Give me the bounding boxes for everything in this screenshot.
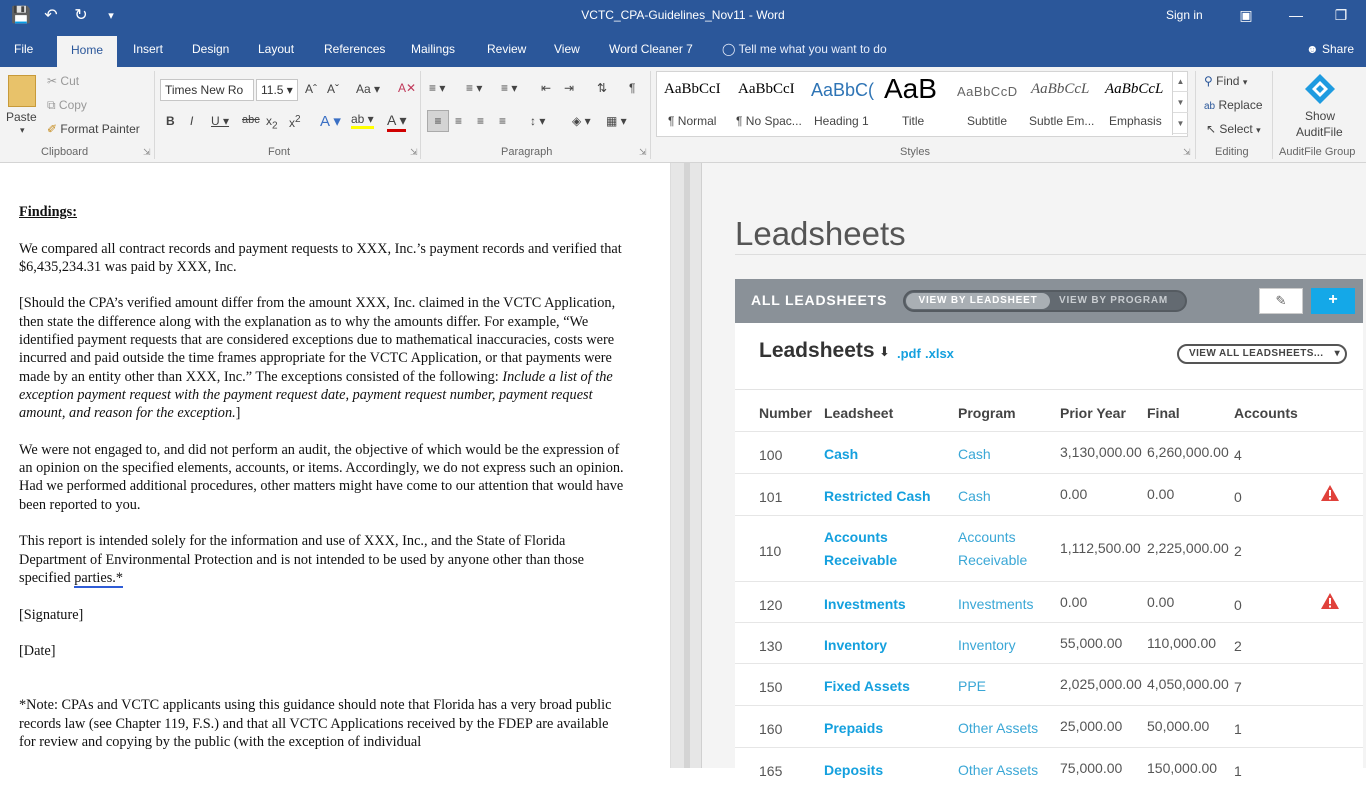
ribbon-tabs (0, 32, 1366, 67)
ribbon-display-icon[interactable]: ▣ (1239, 7, 1253, 23)
auditfile-group-label: AuditFile Group (1279, 146, 1356, 158)
row-program-link[interactable]: Other Assets (958, 762, 1039, 778)
grow-font-icon[interactable]: Aˆ (305, 82, 317, 96)
clipboard-group-label: Clipboard (41, 146, 89, 158)
cut-label: Cut (60, 74, 80, 88)
share-button[interactable] (1306, 42, 1354, 56)
paragraph-4a: This report is intended solely for the information and use of XXX, Inc., and the State of Florida Department of Environmental Protection and is not intended to be used by anyone other than those specified (19, 533, 584, 586)
row-final: 6,260,000.00 (1147, 444, 1229, 460)
superscript-icon[interactable]: $x^2$ (289, 114, 301, 130)
row-prior-year: 75,000.00 (1060, 760, 1123, 776)
style-sample-no-spacing[interactable]: AaBbCcI (738, 81, 795, 97)
row-final: 2,225,000.00 (1147, 540, 1229, 556)
row-final: 0.00 (1147, 486, 1175, 502)
paste-dropdown-icon[interactable]: ▾ (20, 125, 25, 135)
style-name-emphasis[interactable]: Emphasis (1109, 114, 1162, 128)
row-program-link[interactable]: Cash (958, 488, 991, 504)
style-name-subtle-emphasis[interactable]: Subtle Em... (1029, 114, 1095, 128)
document-pane[interactable] (0, 163, 670, 768)
save-icon[interactable]: 💾 (11, 7, 31, 24)
date-line: [Date] (19, 643, 56, 660)
row-final: 150,000.00 (1147, 760, 1218, 776)
tab-review[interactable]: Review (487, 42, 527, 56)
tab-design[interactable]: Design (192, 42, 230, 56)
view-by-program-option[interactable]: VIEW BY PROGRAM (1059, 295, 1169, 306)
warning-icon[interactable] (1321, 593, 1339, 609)
styles-up-icon[interactable]: ▲ (1173, 71, 1188, 92)
align-right-icon[interactable]: ≡ (477, 114, 485, 128)
view-toggle[interactable] (903, 290, 1187, 312)
row-accounts: 0 (1234, 597, 1242, 613)
auditfile-logo-icon[interactable] (1303, 72, 1337, 106)
style-name-subtitle[interactable]: Subtitle (967, 114, 1008, 128)
row-leadsheet-link[interactable]: Fixed Assets (824, 678, 910, 694)
select-button[interactable]: ↖ Select ▾ (1206, 122, 1261, 136)
table-row[interactable] (735, 581, 1363, 622)
row-number: 110 (759, 543, 782, 559)
style-name-no-spacing[interactable]: ¶ No Spac... (736, 114, 802, 128)
row-prior-year: 2,025,000.00 (1060, 676, 1142, 692)
font-size-value: 11.5 (261, 83, 284, 97)
font-color-icon[interactable]: A ▾ (387, 112, 406, 132)
change-case-icon[interactable]: Aa ▾ (356, 82, 381, 96)
findings-heading: Findings: (19, 204, 78, 220)
find-button[interactable]: ⚲ Find ▾ (1204, 74, 1248, 88)
replace-button[interactable] (1204, 98, 1263, 112)
highlight-icon[interactable]: ab ▾ (351, 112, 374, 129)
row-leadsheet-link[interactable]: Accounts Receivable (824, 529, 898, 568)
bullets-icon[interactable]: ≡ ▾ (429, 81, 446, 95)
show-label[interactable]: Show (1305, 109, 1336, 123)
row-prior-year: 0.00 (1060, 594, 1088, 610)
note-paragraph: *Note: CPAs and VCTC applicants using this guidance should note that Florida has a very broad public records law (see Chapter 119, F.S.) and that all VCTC Applications received by the FDEP are available for review and copying by the public (with the exception of individual (19, 697, 612, 751)
increase-indent-icon[interactable]: ⇥ (564, 81, 575, 95)
leadsheets-toolbar (735, 279, 1363, 323)
plus-icon: + (1328, 291, 1338, 308)
col-accounts: Accounts (1234, 405, 1298, 421)
undo-icon[interactable]: ↶ (44, 7, 58, 24)
bold-icon[interactable]: B (166, 114, 175, 128)
style-sample-title[interactable]: AaB (884, 73, 937, 104)
tab-word-cleaner[interactable]: Word Cleaner 7 (609, 42, 693, 56)
leadsheets-panel (702, 163, 1366, 779)
styles-down-icon[interactable]: ▼ (1173, 92, 1188, 113)
xlsx-link[interactable]: .xlsx (925, 346, 954, 361)
tab-mailings[interactable]: Mailings (411, 42, 456, 56)
paste-icon[interactable] (8, 75, 36, 107)
font-name-value: Times New Ro (165, 83, 244, 97)
paragraph-4-flagged: parties.* (74, 569, 124, 586)
row-leadsheet-link[interactable]: Investments (824, 596, 906, 612)
row-final: 110,000.00 (1147, 635, 1217, 651)
strikethrough-icon[interactable]: abc (242, 114, 260, 126)
tab-file[interactable]: File (14, 42, 34, 56)
view-all-label: VIEW ALL LEADSHEETS... (1189, 348, 1324, 359)
paragraph-1: We compared all contract records and payment requests to XXX, Inc.’s payment records and verified that $6,435,234.31 was paid by XXX, Inc. (19, 240, 622, 275)
share-label: Share (1321, 42, 1355, 56)
table-row[interactable] (735, 473, 1363, 515)
font-group-label: Font (268, 146, 291, 158)
row-accounts: 2 (1234, 638, 1242, 654)
table-row[interactable] (735, 663, 1363, 705)
paragraph-2 (19, 294, 624, 422)
person-icon: ☻ (1306, 42, 1319, 56)
document-page[interactable] (19, 203, 624, 770)
chevron-down-icon: ▾ (1334, 348, 1340, 359)
row-accounts: 0 (1234, 489, 1242, 505)
lightbulb-icon: ◯ (722, 42, 736, 56)
redo-icon[interactable]: ↻ (74, 7, 88, 24)
tab-insert[interactable]: Insert (133, 42, 164, 56)
sort-icon[interactable]: ⇅ (597, 81, 608, 95)
cut-button[interactable] (47, 74, 79, 88)
table-row[interactable] (735, 747, 1363, 789)
table-row[interactable] (735, 705, 1363, 747)
replace-icon: ab (1204, 101, 1216, 112)
style-name-title[interactable]: Title (902, 114, 925, 128)
customize-qat-icon[interactable]: ▾ (108, 10, 114, 22)
find-icon: ⚲ (1204, 74, 1213, 88)
row-leadsheet-link[interactable]: Restricted Cash (824, 488, 931, 504)
scissors-icon: ✂ (47, 74, 58, 88)
shrink-font-icon[interactable]: Aˇ (327, 82, 339, 96)
row-prior-year: 1,112,500.00 (1060, 540, 1141, 556)
row-prior-year: 55,000.00 (1060, 635, 1123, 651)
col-program: Program (958, 405, 1016, 421)
signature-line: [Signature] (19, 606, 84, 623)
minimize-button[interactable]: — (1289, 7, 1303, 23)
pdf-link[interactable]: .pdf (897, 346, 921, 361)
underline-icon[interactable]: U ▾ (211, 114, 230, 128)
replace-label: Replace (1218, 98, 1263, 112)
copy-button[interactable] (47, 98, 87, 113)
edit-button[interactable] (1259, 288, 1303, 314)
align-center-icon[interactable]: ≡ (455, 114, 463, 128)
styles-group-label: Styles (900, 146, 930, 158)
row-program-link[interactable]: PPE (958, 678, 987, 694)
brush-icon: ✐ (47, 122, 58, 136)
row-number: 101 (759, 489, 783, 505)
add-button[interactable] (1311, 288, 1355, 314)
row-final: 0.00 (1147, 594, 1175, 610)
panel-title: Leadsheets (735, 215, 906, 252)
format-painter-button[interactable] (47, 122, 140, 136)
paragraph-3: We were not engaged to, and did not perform an audit, the objective of which would be the expression of an opinion on the specified elements, accounts, or items. Accordingly, we do not express such an opinion. Had we performed additional procedures, other matters might have come to our attention that would have been reported to you. (19, 441, 624, 513)
auditfile-label[interactable]: AuditFile (1296, 125, 1343, 139)
warning-icon[interactable] (1321, 485, 1339, 501)
card-title: Leadsheets (759, 339, 875, 362)
row-leadsheet-link[interactable]: Cash (824, 446, 859, 462)
row-prior-year: 0.00 (1060, 486, 1088, 502)
paragraph-4 (19, 532, 624, 587)
select-label: Select (1219, 122, 1253, 136)
paragraph-group-label: Paragraph (501, 146, 553, 158)
shading-icon[interactable]: ◈ ▾ (572, 114, 591, 128)
font-size-box[interactable]: 11.5 ▾ (256, 79, 298, 101)
row-accounts: 4 (1234, 447, 1242, 463)
paste-button[interactable]: Paste (6, 110, 37, 124)
styles-gallery-scroll[interactable] (1172, 71, 1188, 135)
font-name-box[interactable] (160, 79, 254, 101)
paragraph-launcher-icon[interactable]: ⇲ (639, 147, 647, 157)
row-accounts: 1 (1234, 721, 1242, 737)
ribbon (0, 67, 1366, 163)
row-program-link[interactable]: Cash (958, 446, 991, 462)
paragraph-2-italic: Include a list of the exception payment request with the payment request date, payment request number, payment request amount, and reason for the exception. (19, 368, 613, 422)
tell-me-text: Tell me what you want to do (738, 42, 887, 56)
row-leadsheet-link[interactable]: Deposits (824, 762, 884, 778)
tab-references[interactable]: References (324, 42, 386, 56)
row-final: 50,000.00 (1147, 718, 1210, 734)
row-accounts: 7 (1234, 679, 1242, 695)
sign-in-link[interactable]: Sign in (1166, 8, 1203, 22)
pane-splitter[interactable] (670, 163, 702, 768)
italic-icon[interactable]: I (190, 114, 194, 128)
row-prior-year: 3,130,000.00 (1060, 444, 1142, 460)
title-bar (0, 0, 1366, 32)
view-all-dropdown[interactable] (1177, 344, 1347, 364)
copy-icon: ⧉ (47, 98, 56, 112)
row-number: 150 (759, 679, 783, 695)
pencil-icon: ✎ (1275, 293, 1287, 308)
decrease-indent-icon[interactable]: ⇤ (541, 81, 552, 95)
tab-layout[interactable]: Layout (258, 42, 295, 56)
paragraph-2a: [Should the CPA’s verified amount differ from the amount XXX, Inc. claimed in the VCTC Application, then state the difference along with the explanation as to why the amounts differ. For example, “We identified payment requests that are considered exceptions due to mathematical inaccuracies, costs were incurred and paid outside the time frames appropriate for the VCTC Application, or that payments were made by an entity other than XXX, Inc.” The exceptions consisted of the following: (19, 295, 616, 385)
row-accounts: 1 (1234, 763, 1242, 779)
col-leadsheet: Leadsheet (824, 405, 894, 421)
row-program-link[interactable]: Investments (958, 596, 1034, 612)
style-sample-normal[interactable]: AaBbCcI (664, 81, 721, 97)
style-sample-heading1[interactable]: AaBbC( (811, 80, 875, 100)
window-title: VCTC_CPA-Guidelines_Nov11 - Word (581, 8, 785, 22)
copy-label: Copy (58, 98, 87, 112)
row-accounts: 2 (1234, 543, 1242, 559)
align-left-icon[interactable]: ≡ (427, 110, 449, 132)
numbering-icon[interactable]: ≡ ▾ (466, 81, 483, 95)
row-number: 165 (759, 763, 783, 779)
style-name-normal[interactable]: ¶ Normal (668, 114, 717, 128)
col-final: Final (1147, 405, 1180, 421)
font-launcher-icon[interactable]: ⇲ (410, 147, 418, 157)
all-leadsheets-label: ALL LEADSHEETS (751, 292, 888, 308)
style-name-heading1[interactable]: Heading 1 (814, 114, 869, 128)
style-sample-subtle-emphasis[interactable]: AaBbCcL (1031, 81, 1090, 97)
justify-icon[interactable]: ≡ (499, 114, 507, 128)
row-leadsheet-link[interactable]: Prepaids (824, 720, 884, 736)
row-number: 120 (759, 597, 783, 613)
tab-home[interactable]: Home (57, 36, 117, 67)
tell-me-search[interactable] (722, 42, 887, 56)
clear-formatting-icon[interactable]: A✕ (398, 81, 417, 95)
row-program-link[interactable]: Other Assets (958, 720, 1039, 736)
paragraph-2c: ] (235, 405, 241, 422)
row-program-link[interactable]: Accounts Receivable (958, 529, 1028, 568)
row-prior-year: 25,000.00 (1060, 718, 1123, 734)
row-program-link[interactable]: Inventory (958, 637, 1016, 653)
cursor-icon: ↖ (1206, 122, 1217, 136)
table-row[interactable] (735, 622, 1363, 663)
row-leadsheet-link[interactable]: Inventory (824, 637, 888, 653)
table-row[interactable] (735, 515, 1363, 581)
col-number: Number (759, 405, 812, 421)
borders-icon[interactable]: ▦ ▾ (606, 114, 627, 128)
table-row[interactable] (735, 431, 1363, 473)
styles-launcher-icon[interactable]: ⇲ (1183, 147, 1191, 157)
restore-button[interactable]: ❐ (1334, 7, 1348, 23)
tab-view[interactable]: View (554, 42, 580, 56)
format-painter-label: Format Painter (60, 122, 140, 136)
row-number: 130 (759, 638, 783, 654)
editing-group-label: Editing (1215, 146, 1249, 158)
row-number: 100 (759, 447, 783, 463)
multilevel-list-icon[interactable]: ≡ ▾ (501, 81, 518, 95)
line-spacing-icon[interactable]: ↕ ▾ (530, 114, 546, 128)
find-label: Find (1216, 74, 1240, 88)
download-icon[interactable]: ⬇ (879, 344, 890, 359)
view-by-leadsheet-option[interactable]: VIEW BY LEADSHEET (906, 293, 1050, 309)
clipboard-launcher-icon[interactable]: ⇲ (143, 147, 151, 157)
row-final: 4,050,000.00 (1147, 676, 1229, 692)
styles-more-icon[interactable]: ▼ (1173, 113, 1188, 134)
splitter-handle[interactable] (684, 163, 690, 768)
subscript-icon[interactable]: $x_2$ (266, 114, 278, 132)
text-effects-icon[interactable]: A ▾ (320, 113, 341, 130)
style-sample-emphasis[interactable]: AaBbCcL (1105, 81, 1164, 97)
style-sample-subtitle[interactable]: AaBbCcD (957, 84, 1018, 99)
col-prior-year: Prior Year (1060, 405, 1126, 421)
show-marks-icon[interactable]: ¶ (629, 81, 636, 95)
row-number: 160 (759, 721, 783, 737)
